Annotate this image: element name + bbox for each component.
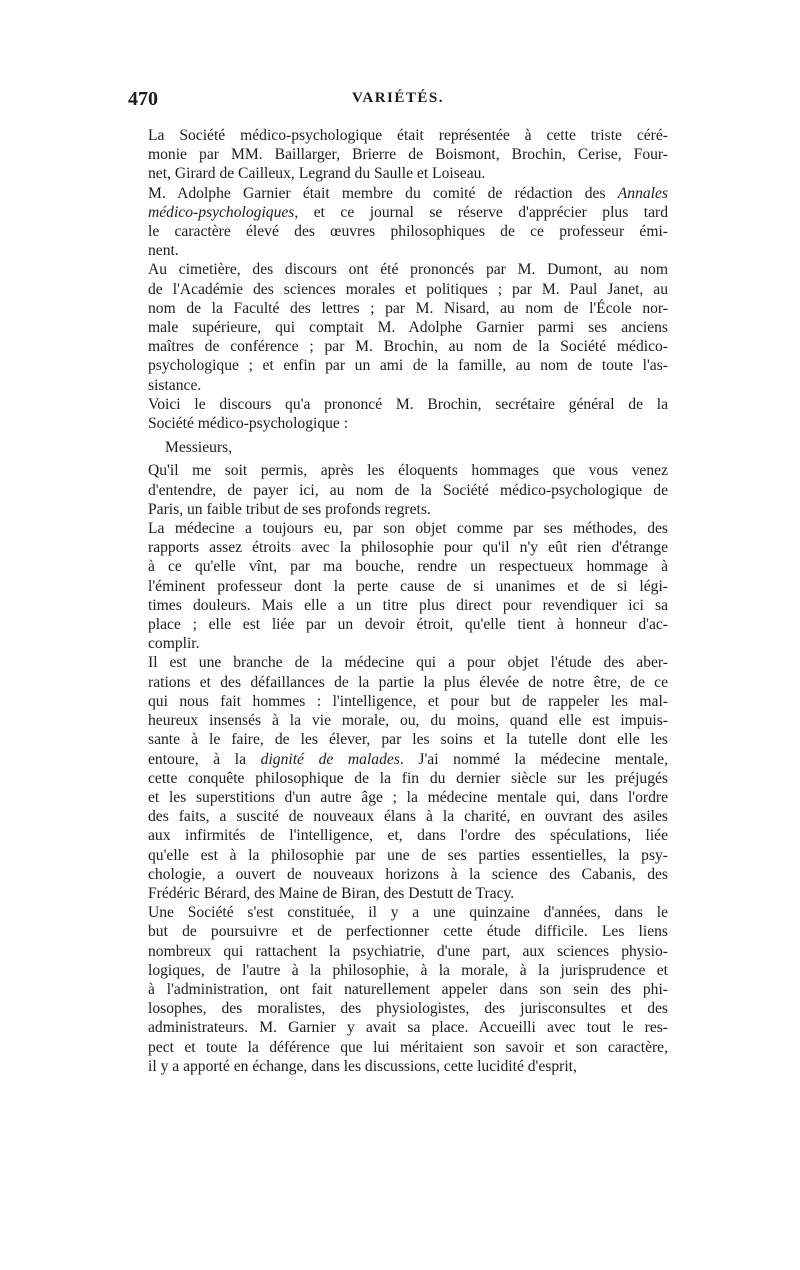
text-line: rations et des défaillances de la partie la plus élevée de notre être, de ce (148, 673, 668, 691)
text-line: des faits, a suscité de nouveaux élans à la charité, en ouvrant des asiles (148, 808, 668, 826)
paragraph (131, 461, 668, 519)
text-line (131, 203, 668, 222)
text-line: La Société médico-psychologique était représentée à cette triste céré- (148, 127, 668, 144)
text-line: losophes, des moralistes, des physiologistes, des jurisconsultes et des (148, 1000, 668, 1018)
text-line: male supérieure, qui comptait M. Adolphe Garnier parmi ses anciens (148, 319, 668, 337)
text-line: à ce qu'elle vînt, par ma bouche, rendre un respectueux hommage à (148, 558, 668, 576)
text-line: La médecine a toujours eu, par son objet comme par ses méthodes, des (148, 520, 668, 538)
text-segment: . J'ai nommé la médecine mentale, (399, 750, 669, 768)
text-line: complir. (148, 635, 200, 653)
paragraph (131, 126, 668, 184)
text-segment: M. Adolphe Garnier était membre du comité de rédaction des (148, 184, 618, 202)
text-line (131, 184, 668, 203)
paragraph (131, 184, 668, 261)
text-line: maîtres de conférence ; par M. Brochin, au nom de la Société médico- (148, 338, 668, 356)
text-line: logiques, de l'autre à la philosophie, à la morale, à la jurisprudence et (148, 961, 668, 979)
text-line: chologie, a ouvert de nouveaux horizons à la science des Cabanis, des (148, 865, 668, 883)
paragraph (131, 395, 668, 433)
text-line: de l'Académie des sciences morales et politiques ; par M. Paul Janet, au (148, 280, 668, 298)
text-line: Qu'il me soit permis, après les éloquents hommages que vous venez (148, 462, 668, 480)
paragraph (131, 653, 668, 903)
text-line: nent. (148, 242, 179, 260)
text-line: le caractère élevé des œuvres philosophiques de ce professeur émi- (148, 223, 668, 241)
text-line: Messieurs, (165, 439, 233, 457)
text-line: Paris, un faible tribut de ses profonds regrets. (148, 500, 431, 518)
text-segment: entoure, à la (148, 750, 261, 768)
text-line: but de poursuivre et de perfectionner cette étude difficile. Les liens (148, 923, 668, 941)
text-line: heureux insensés à la vie morale, ou, du moins, quand elle est impuis- (148, 712, 668, 730)
text-line: Société médico-psychologique : (148, 415, 349, 433)
italic-text: dignité de malades (260, 750, 400, 768)
text-line: Une Société s'est constituée, il y a une quinzaine d'années, dans le (148, 904, 668, 922)
page-number: 470 (128, 88, 158, 110)
italic-text: Annales (617, 184, 668, 202)
text-line: psychologique ; et enfin par un ami de la famille, au nom de toute l'as- (148, 357, 668, 375)
text-line: net, Girard de Cailleux, Legrand du Saulle et Loiseau. (148, 165, 486, 183)
text-line: nombreux qui rattachent la psychiatrie, d'une part, aux sciences physio- (148, 942, 668, 960)
text-line: Voici le discours qu'a prononcé M. Brochin, secrétaire général de la (148, 395, 668, 413)
text-line: Frédéric Bérard, des Maine de Biran, des Destutt de Tracy. (148, 884, 515, 902)
text-line: d'entendre, de payer ici, au nom de la Société médico-psychologique de (148, 481, 668, 499)
text-line (131, 750, 668, 769)
text-line: administrateurs. M. Garnier y avait sa place. Accueilli avec tout le res- (148, 1019, 668, 1037)
text-line: times douleurs. Mais elle a un titre plus direct pour revendiquer ici sa (148, 596, 668, 614)
paragraph (131, 903, 668, 1076)
text-line: nom de la Faculté des lettres ; par M. Nisard, au nom de l'École nor- (148, 299, 668, 317)
text-line: à l'administration, ont fait naturellement appeler dans son sein des phi- (148, 980, 668, 998)
text-line: place ; elle est liée par un devoir étroit, qu'elle tient à honneur d'ac- (148, 616, 668, 634)
text-line: Au cimetière, des discours ont été prononcés par M. Dumont, au nom (148, 261, 668, 279)
text-segment: , et ce journal se réserve d'apprécier plus tard (294, 203, 668, 221)
text-line: l'éminent professeur dont la perte cause de si unanimes et de si légi- (148, 577, 668, 595)
text-line: cette conquête philosophique de la fin du dernier siècle sur les préjugés (148, 769, 668, 787)
text-line: monie par MM. Baillarger, Brierre de Boismont, Brochin, Cerise, Four- (148, 146, 668, 164)
text-line: pect et toute la déférence que lui méritaient son savoir et son caractère, (148, 1038, 668, 1056)
paragraph (131, 260, 668, 394)
page-header (128, 88, 668, 114)
text-line: sistance. (148, 376, 202, 394)
running-head: VARIÉTÉS. (351, 90, 444, 106)
body-text (131, 126, 668, 1076)
italic-text: médico-psychologiques (148, 203, 295, 221)
text-line: aux infirmités de l'intelligence, et, dans l'ordre des spéculations, liée (148, 827, 668, 845)
text-line: qui nous fait hommes : l'intelligence, et pour but de rappeler les mal- (148, 692, 668, 710)
text-line: qu'elle est à la philosophie par une de ses parties essentielles, la psy- (148, 846, 668, 864)
salutation (131, 438, 668, 457)
text-line: et les superstitions d'un autre âge ; la médecine mentale qui, dans l'ordre (148, 788, 668, 806)
text-line: sante à le faire, de les élever, par les soins et la tutelle dont elle les (148, 731, 668, 749)
text-line: il y a apporté en échange, dans les discussions, cette lucidité d'esprit, (148, 1057, 577, 1075)
paragraph (131, 519, 668, 653)
text-line: Il est une branche de la médecine qui a pour objet l'étude des aber- (148, 654, 668, 672)
text-line: rapports assez étroits avec la philosophie pour qu'il n'y eût rien d'étrange (148, 539, 668, 557)
